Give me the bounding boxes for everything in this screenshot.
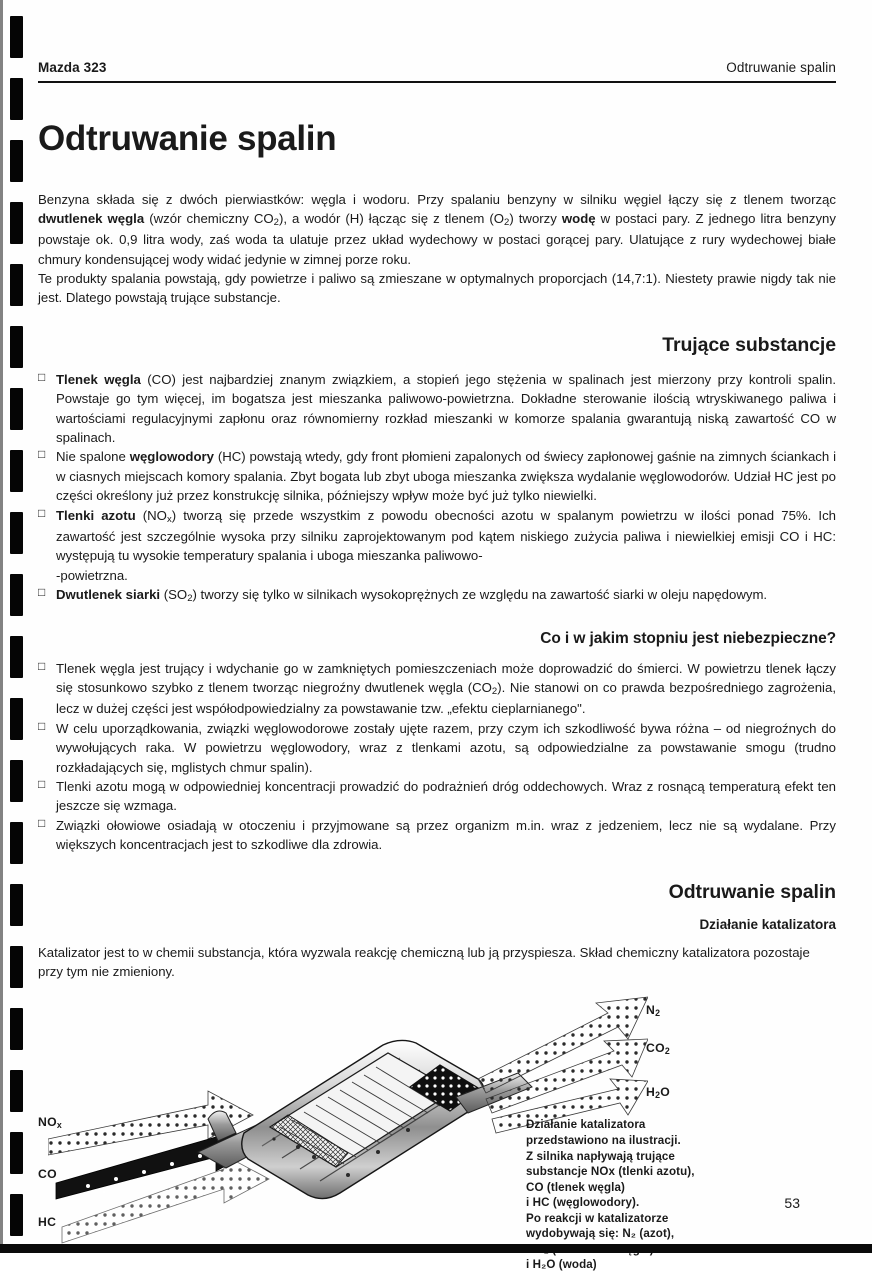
figure-caption-line: wydobywają się: N₂ (azot), <box>526 1227 675 1241</box>
figure-label-co <box>38 1167 57 1181</box>
subscript-2: 2 <box>664 1046 671 1057</box>
binding-bar <box>10 946 23 988</box>
label-text: CO <box>38 1167 57 1182</box>
label-text: HC <box>38 1215 57 1230</box>
subscript-2: 2 <box>273 217 279 229</box>
bullet-lead: Dwutlenek siarki <box>56 586 161 602</box>
binding-bars <box>0 0 34 1253</box>
bullet-hydrocarbons <box>38 447 836 505</box>
running-header-right: Odtruwanie spalin <box>726 60 836 75</box>
label-text: H <box>646 1085 656 1100</box>
binding-bar <box>10 16 23 58</box>
figure-catalytic-converter <box>38 987 836 1279</box>
label-text: N <box>646 1003 656 1018</box>
bullet-danger-co <box>38 659 836 719</box>
binding-bar <box>10 450 23 492</box>
subscript-x: x <box>56 1120 63 1131</box>
figure-caption-line: Działanie katalizatora <box>526 1118 646 1132</box>
figure-label-hc <box>38 1215 56 1229</box>
bullet-lead: Tlenek węgla <box>56 371 141 387</box>
running-header <box>38 0 836 75</box>
bullet-danger-hydrocarbons <box>38 719 836 777</box>
binding-bar <box>10 636 23 678</box>
bullet-text-a: (SO <box>160 586 188 602</box>
intro-p1-e: ) tworzy <box>509 211 562 227</box>
bullet-text-b: ) tworzy się tylko w silnikach wysokoprężnych ze względu na zawartość siarki w oleju napędowym. <box>192 586 768 602</box>
bullet-text-a: (NO <box>135 507 167 523</box>
catalyst-paragraph: Katalizator jest to w chemii substancja, która wyzwala reakcję chemiczną lub ją przyspiesza. Skład chemiczny katalizatora pozostaje przy tym nie zmieniony. <box>38 944 810 980</box>
binding-bar <box>10 264 23 306</box>
bullet-text-b: ) tworzą się przede wszystkim z powodu obecności azotu w spalanym powietrzu w ilości ponad 75%. Ich zawartość jest szczególnie wysoka przy silniku zaprojektowanym pod kątem niskiego zużycia paliwa i niewielkiej emisji CO i HC: występują tu wysokie temperatury spalania i uboga mieszanka paliwowo- <box>56 507 836 564</box>
bullet-sulfur-dioxide <box>38 585 836 606</box>
bullet-text: Tlenki azotu mogą w odpowiedniej koncentracji prowadzić do podrażnień dróg oddechowych. Wraz z rosnącą temperaturą efekt ten jeszcze się wzmaga. <box>56 779 836 814</box>
bullet-text-c: -powietrzna. <box>56 567 128 583</box>
intro-section <box>38 190 836 308</box>
label-text: CO <box>646 1041 665 1056</box>
bullet-text: (HC) powstają wtedy, gdy front płomieni zapalonych od świecy zapłonowej gaśnie na zimnych ściankach i w ciasnych miejscach komory spalania. Zbyt bogata lub zbyt uboga mieszanka zwiększa wydalanie węglowodorów. Udział HC jest po części określony już przez konstrukcję silnika, późniejszy wpływ może być już tylko niewielki. <box>56 449 836 504</box>
section-heading-danger: Co i w jakim stopniu jest niebezpieczne? <box>540 629 836 647</box>
subscript-2: 2 <box>655 1090 661 1101</box>
bullet-text: Związki ołowiowe osiadają w otoczeniu i przyjmowane są przez organizm m.in. wraz z jedzeniem, lecz nie są wydalane. Przy większych koncentracjach jest to szkodliwe dla zdrowia. <box>56 817 836 853</box>
intro-p1-g: w postaci pary. Z jednego litra benzyny powstaje ok. 0,9 litra wody, zaś woda ta ulatuje przez układ wydechowy w postaci gorącej pary. Ulatujące z rury wydechowej białe chmury kondensującej wody widać jedynie w zimnej porze roku. <box>38 211 836 267</box>
figure-caption-line: CO (tlenek węgla) <box>526 1180 625 1194</box>
subscript-2: 2 <box>655 1008 661 1019</box>
bullet-text-b: ). Nie stanowi on co prawda bezpośredniego zagrożenia, lecz w dużej części jest współodpowiedzialny za powstawanie tzw. „efektu cieplarnianego". <box>56 680 836 717</box>
binding-bar <box>10 512 23 554</box>
intro-p1-d: ), a wodór (H) łącząc się z tlenem (O <box>278 211 505 227</box>
binding-bar <box>10 1132 23 1174</box>
intro-p1-bold-woda: wodę <box>561 211 596 227</box>
figure-label-n2 <box>646 1003 660 1018</box>
figure-label-co2 <box>646 1041 670 1056</box>
subscript-2: 2 <box>187 592 193 604</box>
figure-label-h2o <box>646 1085 670 1100</box>
section-heading-toxic: Trujące substancje <box>662 333 836 356</box>
intro-p1-c: (wzór chemiczny CO <box>144 211 274 227</box>
binding-bar <box>10 1194 23 1236</box>
page-title: Odtruwanie spalin <box>38 119 337 158</box>
binding-bar <box>10 1070 23 1112</box>
bullet-text: W celu uporządkowania, związki węglowodorowe zostały ujęte razem, przy czym ich szkodliwość bywa różna – od niegroźnych do wywołujących raka. W powietrzu węglowodory, wraz z tlenkami azotu, są odpowiedzialne za powstawanie smogu (trudno rozkładających się, mglistych chmur spalin). <box>56 720 836 775</box>
page-content <box>38 0 836 1272</box>
subscript-2: 2 <box>491 686 498 698</box>
subheading-catalyst-action: Działanie katalizatora <box>699 916 836 932</box>
binding-bar <box>10 1008 23 1050</box>
section-heading-catalyst: Odtruwanie spalin <box>668 880 836 903</box>
binding-bar <box>10 140 23 182</box>
bullet-prefix: Nie spalone <box>56 449 130 465</box>
bullet-carbon-monoxide <box>38 370 836 448</box>
binding-bar <box>10 822 23 864</box>
figure-caption-line: Po reakcji w katalizatorze <box>526 1211 669 1225</box>
figure-caption-line: i HC (węglowodory). <box>526 1196 640 1210</box>
figure-caption-line: Z silnika napływają trujące <box>526 1149 675 1163</box>
binding-bar <box>10 326 23 368</box>
bullet-text: (CO) jest najbardziej znanym związkiem, a stopień jego stężenia w spalinach jest mierzony przy kontroli spalin. Powstaje go tym więcej, im bogatsza jest mieszanka paliwowo-powietrzna. Dokładne sterowanie ilością wtryskiwanego paliwa i wartościami regulacyjnymi zapłonu oraz równomierny rozkład mieszanki w komorze spalania gwarantują niską zawartość CO w spalinach. <box>56 371 836 446</box>
bullet-danger-nox <box>38 777 836 816</box>
bullet-text-a: Tlenek węgla jest trujący i wdychanie go w zamkniętych pomieszczeniach może doprowadzić do śmierci. W powietrzu tlenek łączy się stosunkowo szybko z tlenem tworząc niegroźny dwutlenek węgla (CO <box>56 660 836 696</box>
intro-p1-a: Benzyna składa się z dwóch pierwiastków: węgla i wodoru. Przy spalaniu benzyny w silniku węgiel łączy się z tlenem tworząc <box>38 191 836 207</box>
binding-bar <box>10 202 23 244</box>
binding-bar <box>10 698 23 740</box>
binding-bar <box>10 388 23 430</box>
running-header-left: Mazda 323 <box>38 60 107 75</box>
figure-caption-line: substancje NOx (tlenki azotu), <box>526 1165 695 1179</box>
label-text: NO <box>38 1115 57 1130</box>
page-number: 53 <box>784 1195 800 1211</box>
bullet-lead: węglowodory <box>129 449 214 465</box>
subscript-x: x <box>166 513 172 525</box>
label-text-b: O <box>660 1085 671 1100</box>
binding-bar <box>10 884 23 926</box>
scan-edge-bottom <box>0 1244 872 1253</box>
binding-bar <box>10 78 23 120</box>
figure-caption-line: i H₂O (woda) <box>526 1258 597 1272</box>
bullet-lead: Tlenki azotu <box>56 507 136 523</box>
binding-bar <box>10 574 23 616</box>
binding-bar <box>10 760 23 802</box>
bullet-danger-lead <box>38 816 836 855</box>
bullet-nitrogen-oxides <box>38 506 836 585</box>
intro-p1-bold-co2: dwutlenek węgla <box>38 211 145 227</box>
header-rule <box>38 81 836 83</box>
intro-paragraph-1 <box>38 190 836 269</box>
intro-paragraph-2: Te produkty spalania powstają, gdy powietrze i paliwo są zmieszane w optymalnych proporcjach (14,7:1). Niestety prawie nigdy tak nie jest. Dlatego powstają trujące substancje. <box>38 271 836 306</box>
subscript-2: 2 <box>504 217 510 229</box>
figure-label-nox <box>38 1115 62 1130</box>
figure-caption-line: przedstawiono na ilustracji. <box>526 1133 681 1147</box>
